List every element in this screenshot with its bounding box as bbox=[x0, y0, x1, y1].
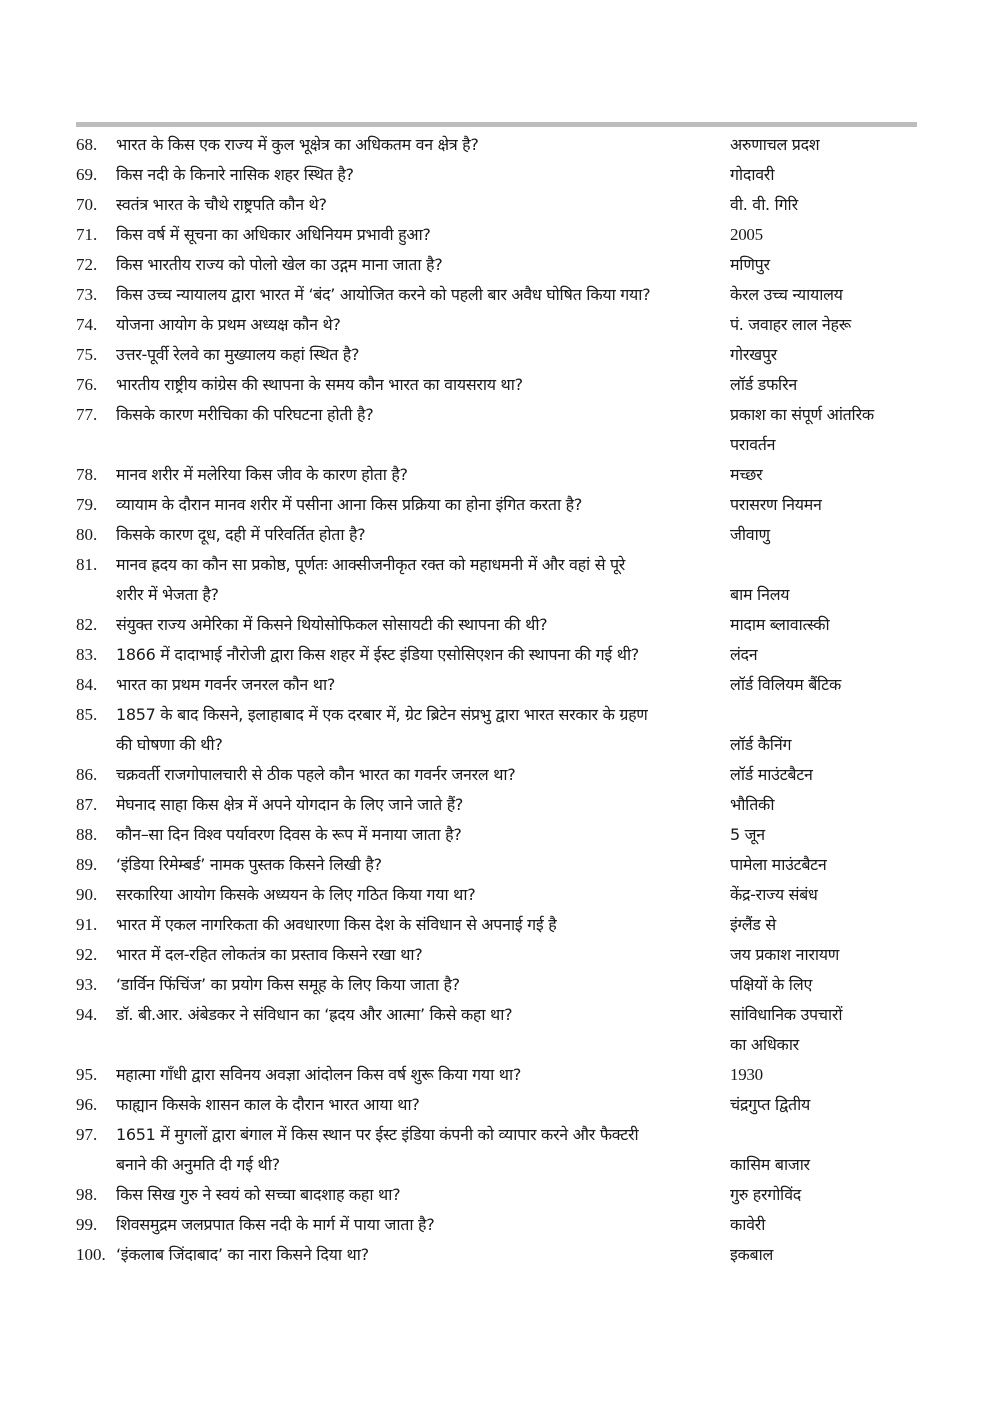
question-number: 98. bbox=[76, 1185, 98, 1204]
question-text bbox=[116, 190, 730, 220]
answer-text bbox=[730, 220, 926, 250]
answer-text bbox=[730, 850, 926, 880]
answer-line: लॉर्ड माउंटबैटन bbox=[730, 765, 813, 784]
qa-item bbox=[76, 1210, 926, 1240]
question-line: किसके कारण मरीचिका की परिघटना होती है? bbox=[116, 405, 374, 424]
question-line: की घोषणा की थी? bbox=[116, 735, 223, 754]
answer-text bbox=[730, 910, 926, 940]
answer-line: मणिपुर bbox=[730, 255, 770, 274]
qa-item bbox=[76, 400, 926, 460]
qa-item bbox=[76, 910, 926, 940]
answer-line: लॉर्ड डफरिन bbox=[730, 375, 798, 394]
question-text bbox=[116, 1090, 730, 1120]
answer-text bbox=[730, 460, 926, 490]
qa-item bbox=[76, 940, 926, 970]
question-line: किस उच्च न्यायालय द्वारा भारत में ‘बंद’ आयोजित करने को पहली बार अवैध घोषित किया गया? bbox=[116, 285, 651, 304]
qa-item bbox=[76, 340, 926, 370]
question-text bbox=[116, 1210, 730, 1240]
question-line: ‘इंडिया रिमेम्बर्ड’ नामक पुस्तक किसने लिखी है? bbox=[116, 855, 382, 874]
answer-line: कासिम बाजार bbox=[730, 1155, 810, 1174]
question-line: भारत का प्रथम गवर्नर जनरल कौन था? bbox=[116, 675, 336, 694]
answer-line: बाम निलय bbox=[730, 585, 790, 604]
question-number: 99. bbox=[76, 1215, 98, 1234]
answer-text bbox=[730, 190, 926, 220]
question-text bbox=[116, 670, 730, 700]
qa-item bbox=[76, 1120, 926, 1180]
question-text bbox=[116, 250, 730, 280]
question-text bbox=[116, 880, 730, 910]
question-text bbox=[116, 940, 730, 970]
question-text bbox=[116, 400, 730, 460]
answer-text bbox=[730, 880, 926, 910]
question-text bbox=[116, 910, 730, 940]
question-line: उत्तर-पूर्वी रेलवे का मुख्यालय कहां स्थित है? bbox=[116, 345, 360, 364]
answer-text bbox=[730, 1000, 926, 1060]
answer-text bbox=[730, 370, 926, 400]
answer-text bbox=[730, 1120, 926, 1180]
answer-text bbox=[730, 400, 926, 460]
question-line: फाह्यान किसके शासन काल के दौरान भारत आया था? bbox=[116, 1095, 420, 1114]
question-number: 96. bbox=[76, 1095, 98, 1114]
question-text bbox=[116, 760, 730, 790]
qa-item bbox=[76, 460, 926, 490]
question-number: 97. bbox=[76, 1125, 98, 1144]
question-number: 86. bbox=[76, 765, 98, 784]
question-number: 68. bbox=[76, 135, 98, 154]
qa-item bbox=[76, 760, 926, 790]
answer-text bbox=[730, 160, 926, 190]
answer-line: 5 जून bbox=[730, 825, 765, 844]
question-number: 93. bbox=[76, 975, 98, 994]
answer-text bbox=[730, 490, 926, 520]
question-text bbox=[116, 640, 730, 670]
question-text bbox=[116, 520, 730, 550]
qa-item bbox=[76, 250, 926, 280]
question-number: 83. bbox=[76, 645, 98, 664]
answer-line: पामेला माउंटबैटन bbox=[730, 855, 827, 874]
question-number: 91. bbox=[76, 915, 98, 934]
answer-line: कावेरी bbox=[730, 1215, 766, 1234]
answer-text bbox=[730, 820, 926, 850]
question-line bbox=[116, 430, 730, 460]
question-text bbox=[116, 1240, 730, 1270]
question-line: 1866 में दादाभाई नौरोजी द्वारा किस शहर में ईस्ट इंडिया एसोसिएशन की स्थापना की गई थी? bbox=[116, 645, 639, 664]
qa-item bbox=[76, 1060, 926, 1090]
question-answer-list bbox=[76, 130, 926, 1270]
answer-line: इंग्लैंड से bbox=[730, 915, 776, 934]
question-line: मानव शरीर में मलेरिया किस जीव के कारण होता है? bbox=[116, 465, 408, 484]
question-text bbox=[116, 550, 730, 610]
answer-text bbox=[730, 250, 926, 280]
question-number: 71. bbox=[76, 225, 98, 244]
question-number: 90. bbox=[76, 885, 98, 904]
question-line: मेघनाद साहा किस क्षेत्र में अपने योगदान के लिए जाने जाते हैं? bbox=[116, 795, 464, 814]
question-text bbox=[116, 370, 730, 400]
answer-line: परावर्तन bbox=[730, 435, 776, 454]
question-number: 72. bbox=[76, 255, 98, 274]
question-number: 75. bbox=[76, 345, 98, 364]
qa-item bbox=[76, 970, 926, 1000]
answer-text bbox=[730, 970, 926, 1000]
question-line: चक्रवर्ती राजगोपालचारी से ठीक पहले कौन भारत का गवर्नर जनरल था? bbox=[116, 765, 516, 784]
answer-line: केंद्र-राज्य संबंध bbox=[730, 885, 818, 904]
answer-line: का अधिकार bbox=[730, 1035, 799, 1054]
answer-text bbox=[730, 280, 926, 310]
question-text bbox=[116, 790, 730, 820]
question-line: किस भारतीय राज्य को पोलो खेल का उद्गम माना जाता है? bbox=[116, 255, 443, 274]
qa-item bbox=[76, 640, 926, 670]
answer-line bbox=[730, 700, 926, 730]
answer-line bbox=[730, 1120, 926, 1150]
question-line: शरीर में भेजता है? bbox=[116, 585, 219, 604]
question-text bbox=[116, 820, 730, 850]
question-text bbox=[116, 1180, 730, 1210]
answer-line bbox=[730, 550, 926, 580]
answer-text bbox=[730, 760, 926, 790]
qa-item bbox=[76, 820, 926, 850]
question-text bbox=[116, 700, 730, 760]
question-line: कौन–सा दिन विश्व पर्यावरण दिवस के रूप में मनाया जाता है? bbox=[116, 825, 462, 844]
question-text bbox=[116, 220, 730, 250]
answer-text bbox=[730, 610, 926, 640]
answer-line: वी. वी. गिरि bbox=[730, 195, 798, 214]
qa-item bbox=[76, 160, 926, 190]
question-line: भारत के किस एक राज्य में कुल भूक्षेत्र का अधिकतम वन क्षेत्र है? bbox=[116, 135, 479, 154]
answer-text bbox=[730, 670, 926, 700]
question-number: 95. bbox=[76, 1065, 98, 1084]
answer-line: मादाम ब्लावात्स्की bbox=[730, 615, 830, 634]
answer-text bbox=[730, 940, 926, 970]
question-line: किस सिख गुरु ने स्वयं को सच्चा बादशाह कहा था? bbox=[116, 1185, 401, 1204]
answer-line: पं. जवाहर लाल नेहरू bbox=[730, 315, 851, 334]
answer-line: इकबाल bbox=[730, 1245, 774, 1264]
question-number: 77. bbox=[76, 405, 98, 424]
qa-item bbox=[76, 190, 926, 220]
question-line: महात्मा गाँधी द्वारा सविनय अवज्ञा आंदोलन किस वर्ष शुरू किया गया था? bbox=[116, 1065, 522, 1084]
qa-item bbox=[76, 1180, 926, 1210]
answer-text bbox=[730, 700, 926, 760]
answer-line: जय प्रकाश नारायण bbox=[730, 945, 840, 964]
answer-text bbox=[730, 520, 926, 550]
qa-item bbox=[76, 700, 926, 760]
question-text bbox=[116, 1060, 730, 1090]
answer-line: लंदन bbox=[730, 645, 758, 664]
question-line: ‘इंकलाब जिंदाबाद’ का नारा किसने दिया था? bbox=[116, 1245, 369, 1264]
answer-line: लॉर्ड कैनिंग bbox=[730, 735, 792, 754]
question-line: भारत में दल-रहित लोकतंत्र का प्रस्ताव किसने रखा था? bbox=[116, 945, 423, 964]
question-line: योजना आयोग के प्रथम अध्यक्ष कौन थे? bbox=[116, 315, 341, 334]
answer-line: सांविधानिक उपचारों bbox=[730, 1005, 843, 1024]
answer-text bbox=[730, 550, 926, 610]
question-text bbox=[116, 850, 730, 880]
answer-text bbox=[730, 340, 926, 370]
question-number: 84. bbox=[76, 675, 98, 694]
answer-text bbox=[730, 1210, 926, 1240]
qa-item bbox=[76, 520, 926, 550]
qa-item bbox=[76, 1240, 926, 1270]
qa-item bbox=[76, 220, 926, 250]
question-number: 76. bbox=[76, 375, 98, 394]
question-number: 79. bbox=[76, 495, 98, 514]
qa-item bbox=[76, 280, 926, 310]
question-line: संयुक्त राज्य अमेरिका में किसने थियोसोफिकल सोसायटी की स्थापना की थी? bbox=[116, 615, 548, 634]
answer-line: लॉर्ड विलियम बैंटिक bbox=[730, 675, 841, 694]
question-text bbox=[116, 1120, 730, 1180]
answer-line: जीवाणु bbox=[730, 525, 770, 544]
question-number: 78. bbox=[76, 465, 98, 484]
qa-item bbox=[76, 850, 926, 880]
question-text bbox=[116, 310, 730, 340]
answer-line: मच्छर bbox=[730, 465, 763, 484]
answer-line: गुरु हरगोविंद bbox=[730, 1185, 801, 1204]
answer-text bbox=[730, 1240, 926, 1270]
qa-item bbox=[76, 880, 926, 910]
answer-line: भौतिकी bbox=[730, 795, 775, 814]
answer-line: अरुणाचल प्रदश bbox=[730, 135, 820, 154]
qa-item bbox=[76, 610, 926, 640]
question-text bbox=[116, 460, 730, 490]
qa-item bbox=[76, 370, 926, 400]
answer-text bbox=[730, 1060, 926, 1090]
question-line: 1651 में मुगलों द्वारा बंगाल में किस स्थान पर ईस्ट इंडिया कंपनी को व्यापार करने और फैक्टरी bbox=[116, 1125, 639, 1144]
top-rule-divider bbox=[76, 122, 917, 127]
question-number: 89. bbox=[76, 855, 98, 874]
answer-line: प्रकाश का संपूर्ण आंतरिक bbox=[730, 405, 874, 424]
answer-line: पक्षियों के लिए bbox=[730, 975, 813, 994]
question-number: 69. bbox=[76, 165, 98, 184]
question-number: 73. bbox=[76, 285, 98, 304]
question-number: 82. bbox=[76, 615, 98, 634]
question-line: किस नदी के किनारे नासिक शहर स्थित है? bbox=[116, 165, 354, 184]
answer-text bbox=[730, 130, 926, 160]
qa-item bbox=[76, 790, 926, 820]
answer-text bbox=[730, 1090, 926, 1120]
question-line: व्यायाम के दौरान मानव शरीर में पसीना आना किस प्रक्रिया का होना इंगित करता है? bbox=[116, 495, 583, 514]
question-text bbox=[116, 130, 730, 160]
qa-item bbox=[76, 1000, 926, 1060]
question-number: 81. bbox=[76, 555, 98, 574]
qa-item bbox=[76, 670, 926, 700]
qa-item bbox=[76, 490, 926, 520]
question-number: 88. bbox=[76, 825, 98, 844]
answer-text bbox=[730, 310, 926, 340]
answer-line: गोरखपुर bbox=[730, 345, 777, 364]
question-text bbox=[116, 970, 730, 1000]
question-text bbox=[116, 340, 730, 370]
question-number: 92. bbox=[76, 945, 98, 964]
question-number: 87. bbox=[76, 795, 98, 814]
question-text bbox=[116, 1000, 730, 1060]
question-line: ‘डार्विन फिंचिंज’ का प्रयोग किस समूह के लिए किया जाता है? bbox=[116, 975, 460, 994]
answer-line: 2005 bbox=[730, 225, 763, 244]
answer-line: केरल उच्च न्यायालय bbox=[730, 285, 843, 304]
qa-item bbox=[76, 310, 926, 340]
question-line: भारतीय राष्ट्रीय कांग्रेस की स्थापना के समय कौन भारत का वायसराय था? bbox=[116, 375, 523, 394]
answer-text bbox=[730, 790, 926, 820]
question-text bbox=[116, 610, 730, 640]
question-line bbox=[116, 1030, 730, 1060]
question-line: किस वर्ष में सूचना का अधिकार अधिनियम प्रभावी हुआ? bbox=[116, 225, 431, 244]
question-text bbox=[116, 280, 730, 310]
qa-item bbox=[76, 1090, 926, 1120]
question-line: किसके कारण दूध, दही में परिवर्तित होता है? bbox=[116, 525, 366, 544]
question-number: 80. bbox=[76, 525, 98, 544]
question-text bbox=[116, 160, 730, 190]
answer-text bbox=[730, 640, 926, 670]
answer-line: परासरण नियमन bbox=[730, 495, 822, 514]
answer-line: चंद्रगुप्त द्वितीय bbox=[730, 1095, 810, 1114]
question-line: स्वतंत्र भारत के चौथे राष्ट्रपति कौन थे? bbox=[116, 195, 327, 214]
question-line: भारत में एकल नागरिकता की अवधारणा किस देश के संविधान से अपनाई गई है bbox=[116, 915, 557, 934]
qa-item bbox=[76, 130, 926, 160]
question-line: मानव ह्रदय का कौन सा प्रकोष्ठ, पूर्णतः आक्सीजनीकृत रक्त को महाधमनी में और वहां से पूरे bbox=[116, 555, 626, 574]
question-number: 100. bbox=[76, 1245, 106, 1264]
qa-item bbox=[76, 550, 926, 610]
answer-line: 1930 bbox=[730, 1065, 763, 1084]
question-line: सरकारिया आयोग किसके अध्ययन के लिए गठित किया गया था? bbox=[116, 885, 476, 904]
answer-line: गोदावरी bbox=[730, 165, 775, 184]
question-number: 74. bbox=[76, 315, 98, 334]
question-line: 1857 के बाद किसने, इलाहाबाद में एक दरबार में, ग्रेट ब्रिटेन संप्रभु द्वारा भारत सरकार के ग्रहण bbox=[116, 705, 648, 724]
question-number: 70. bbox=[76, 195, 98, 214]
question-line: शिवसमुद्रम जलप्रपात किस नदी के मार्ग में पाया जाता है? bbox=[116, 1215, 435, 1234]
question-number: 94. bbox=[76, 1005, 98, 1024]
question-line: डॉ. बी.आर. अंबेडकर ने संविधान का ‘ह्रदय और आत्मा’ किसे कहा था? bbox=[116, 1005, 513, 1024]
question-text bbox=[116, 490, 730, 520]
question-line: बनाने की अनुमति दी गई थी? bbox=[116, 1155, 280, 1174]
answer-text bbox=[730, 1180, 926, 1210]
question-number: 85. bbox=[76, 705, 98, 724]
